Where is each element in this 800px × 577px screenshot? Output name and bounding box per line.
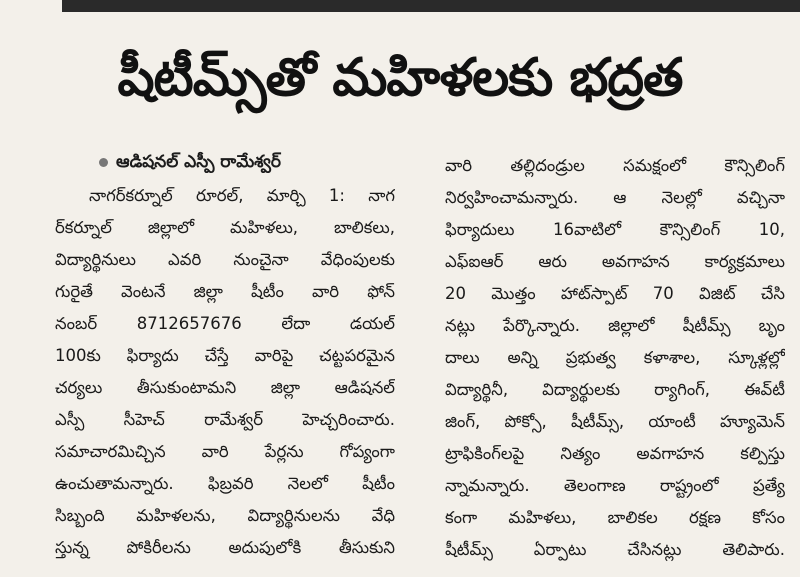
article-column-right <box>445 150 785 566</box>
text-line: ట్రాఫికింగ్‌లపై నిత్యం అవగాహన కల్పిస్తు <box>445 444 785 463</box>
top-rule-bar <box>62 0 800 12</box>
byline <box>99 150 395 174</box>
article-column-left <box>55 150 395 564</box>
article-headline: షీటీమ్స్‌తో మహిళలకు భద్రత <box>117 48 683 108</box>
text-line: ఎస్పీ సీహెచ్ రామేశ్వర్ హెచ్చరించారు. <box>55 410 395 429</box>
text-line: గురైతే వెంటనే జిల్లా షీటీం వారి ఫోన్ <box>55 282 395 301</box>
text-line: దాలు అన్ని ప్రభుత్వ కళాశాల, స్కూళ్లల్లో <box>445 348 785 367</box>
text-line: స్తున్న పోకిరీలను అదుపులోకి తీసుకుని <box>55 538 395 557</box>
text-line: జింగ్, పోక్సో, షీటీమ్స్, యాంటీ హ్యూమెన్ <box>445 412 785 431</box>
text-line: నట్లు పేర్కొన్నారు. జిల్లాలో షీటీమ్స్ బృం <box>445 316 785 335</box>
right-column-text <box>445 150 785 566</box>
text-line: నిర్వహించామన్నారు. ఆ నెలల్లో వచ్చినా <box>445 188 785 207</box>
byline-text: ఆడిషనల్ ఎస్పీ రామేశ్వర్ <box>116 152 281 172</box>
text-line: సిబ్బంది మహిళలను, విద్యార్థినులను వేధి <box>55 506 395 525</box>
text-line: ర్‌కర్నూల్ జిల్లాలో మహిళలు, బాలికలు, <box>55 218 395 237</box>
text-line: 20 మొత్తం హాట్‌స్పాట్ 70 విజిట్ చేసి <box>445 284 785 303</box>
text-line: ఫిర్యాదులు 16వాటిలో కౌన్సిలింగ్ 10, <box>445 220 785 239</box>
text-line: న్నామన్నారు. తెలంగాణ రాష్ట్రంలో ప్రత్యే <box>445 476 785 495</box>
text-line: వారి తల్లిదండ్రుల సమక్షంలో కౌన్సిలింగ్ <box>445 156 785 175</box>
text-line: విద్యార్థినులు ఎవరి నుంచైనా వేధింపులకు <box>55 250 395 269</box>
text-line: షీటీమ్స్ ఏర్పాటు చేసినట్లు తెలిపారు. <box>445 540 785 559</box>
text-line: విద్యార్థినీ, విద్యార్థులకు ర్యాగింగ్, ఈవ్‌టీ <box>445 380 785 399</box>
text-line: 100కు ఫిర్యాదు చేస్తే వారిపై చట్టపరమైన <box>55 346 395 365</box>
bullet-icon <box>99 158 108 167</box>
text-line: ఉంచుతామన్నారు. ఫిబ్రవరి నెలలో షీటీం <box>55 474 395 493</box>
left-column-text <box>55 180 395 564</box>
text-line: సమాచారమిచ్చిన వారి పేర్లను గోప్యంగా <box>55 442 395 461</box>
text-line: ఎఫ్ఐఆర్ ఆరు అవగాహన కార్యక్రమాలు <box>445 252 785 271</box>
text-line: కంగా మహిళలు, బాలికల రక్షణ కోసం <box>445 508 785 527</box>
text-line: చర్యలు తీసుకుంటామని జిల్లా ఆడిషనల్ <box>55 378 395 397</box>
text-line: నంబర్ 8712657676 లేదా డయల్ <box>55 314 395 333</box>
text-line: నాగర్‌కర్నూల్ రూరల్, మార్చి 1: నాగ <box>89 186 395 205</box>
